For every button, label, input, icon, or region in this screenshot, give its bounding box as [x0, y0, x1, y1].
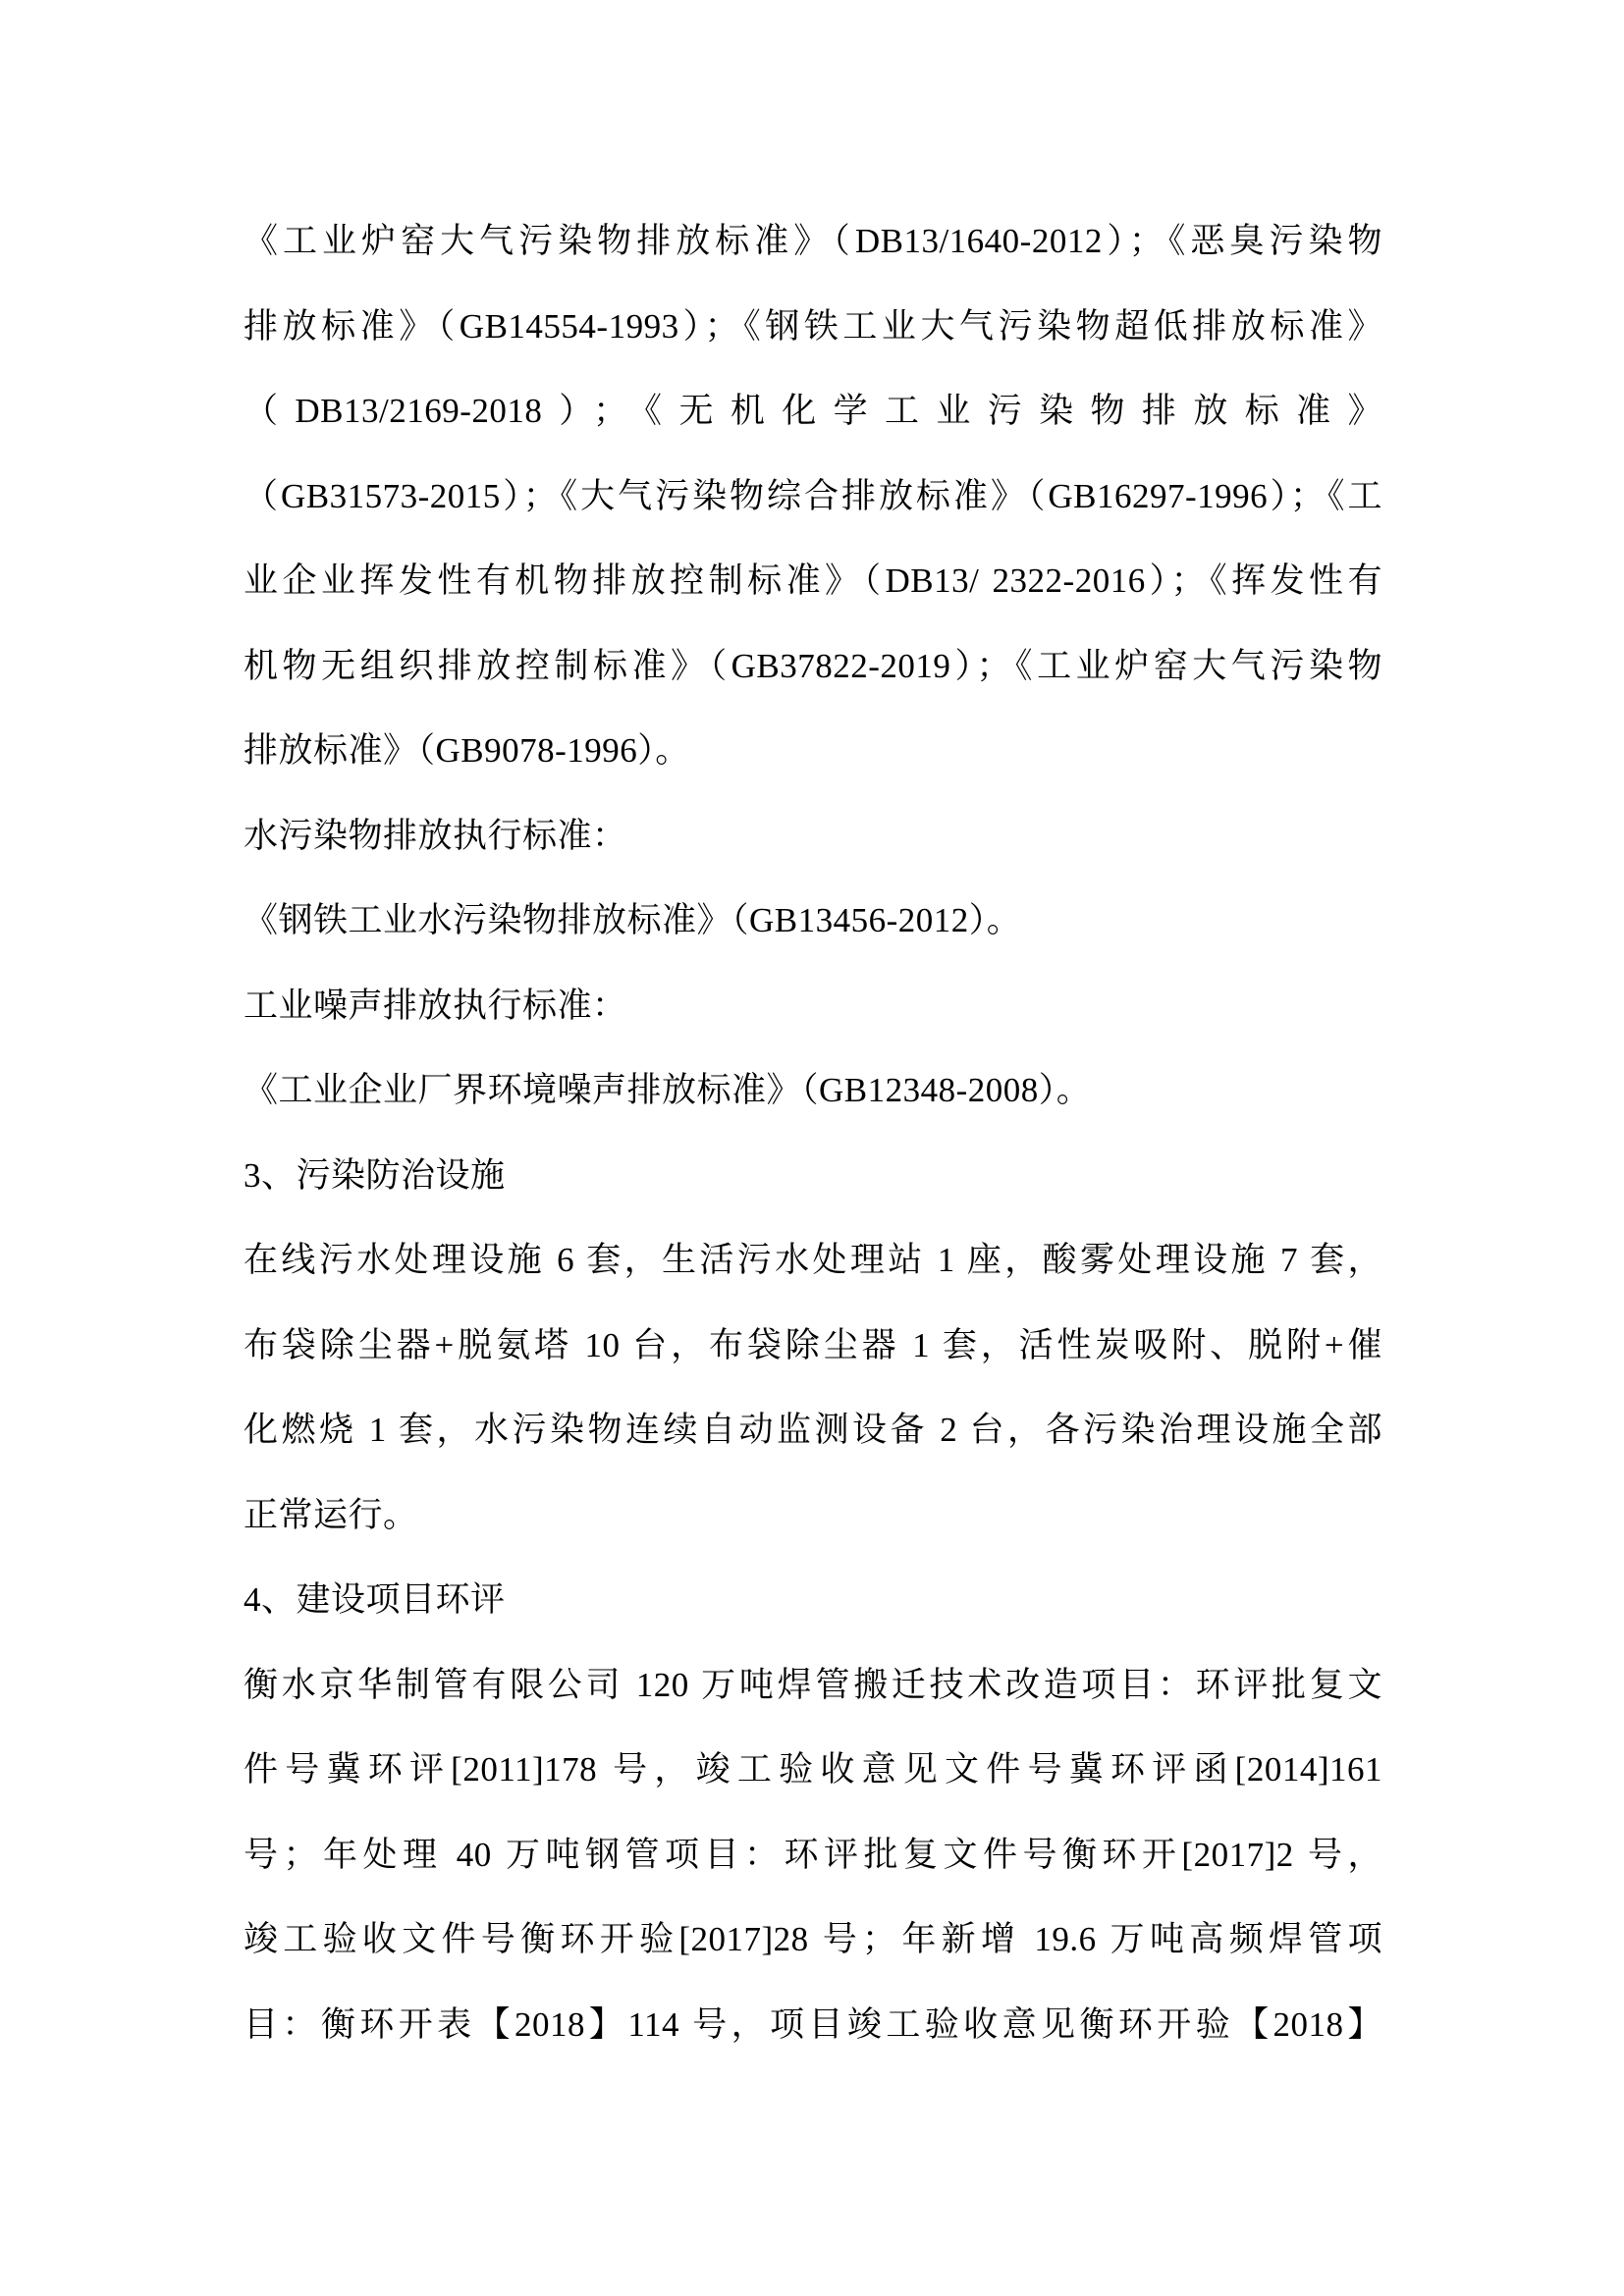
paragraph-line: 《工业炉窑大气污染物排放标准》（DB13/1640-2012）；《恶臭污染物	[244, 222, 1382, 260]
subsection-label-water: 水污染物排放执行标准：	[244, 816, 627, 855]
paragraph-line: 件号冀环评[2011]178 号，竣工验收意见文件号冀环评函[2014]161	[244, 1750, 1382, 1789]
section-heading-3: 3、污染防治设施	[244, 1155, 506, 1195]
paragraph-line: 排放标准》（GB9078-1996）。	[244, 731, 690, 770]
paragraph-line: 号；年处理 40 万吨钢管项目：环评批复文件号衡环开[2017]2 号，	[244, 1835, 1382, 1874]
paragraph-line: 《钢铁工业水污染物排放标准》（GB13456-2012）。	[244, 901, 1022, 939]
paragraph-line: （GB31573-2015）；《大气污染物综合排放标准》（GB16297-1996）；《工	[244, 476, 1382, 515]
paragraph-line: 业企业挥发性有机物排放控制标准》（DB13/ 2322-2016）；《挥发性有	[244, 561, 1382, 600]
paragraph-line: 布袋除尘器+脱氨塔 10 台，布袋除尘器 1 套，活性炭吸附、脱附+催	[244, 1325, 1382, 1364]
paragraph-line: 化燃烧 1 套，水污染物连续自动监测设备 2 台，各污染治理设施全部	[244, 1411, 1382, 1449]
subsection-label-noise: 工业噪声排放执行标准：	[244, 986, 627, 1025]
paragraph-line: 排放标准》（GB14554-1993）；《钢铁工业大气污染物超低排放标准》	[244, 306, 1382, 346]
paragraph-line: 在线污水处理设施 6 套，生活污水处理站 1 座，酸雾处理设施 7 套，	[244, 1241, 1382, 1279]
paragraph-line: 竣工验收文件号衡环开验[2017]28 号；年新增 19.6 万吨高频焊管项	[244, 1920, 1382, 1958]
paragraph-line: 《工业企业厂界环境噪声排放标准》（GB12348-2008）。	[244, 1071, 1092, 1109]
paragraph-line: 正常运行。	[244, 1495, 418, 1534]
text-block	[244, 199, 1382, 2067]
section-heading-4: 4、建设项目环评	[244, 1580, 506, 1619]
paragraph-line: 目：衡环开表【2018】114 号，项目竣工验收意见衡环开验【2018】	[244, 2004, 1382, 2044]
paragraph-line: 衡水京华制管有限公司 120 万吨焊管搬迁技术改造项目：环评批复文	[244, 1665, 1382, 1704]
paragraph-line: （DB13/2169-2018）；《无机化学工业污染物排放标准》	[244, 392, 1382, 430]
paragraph-line: 机物无组织排放控制标准》（GB37822-2019）；《工业炉窑大气污染物	[244, 646, 1382, 685]
